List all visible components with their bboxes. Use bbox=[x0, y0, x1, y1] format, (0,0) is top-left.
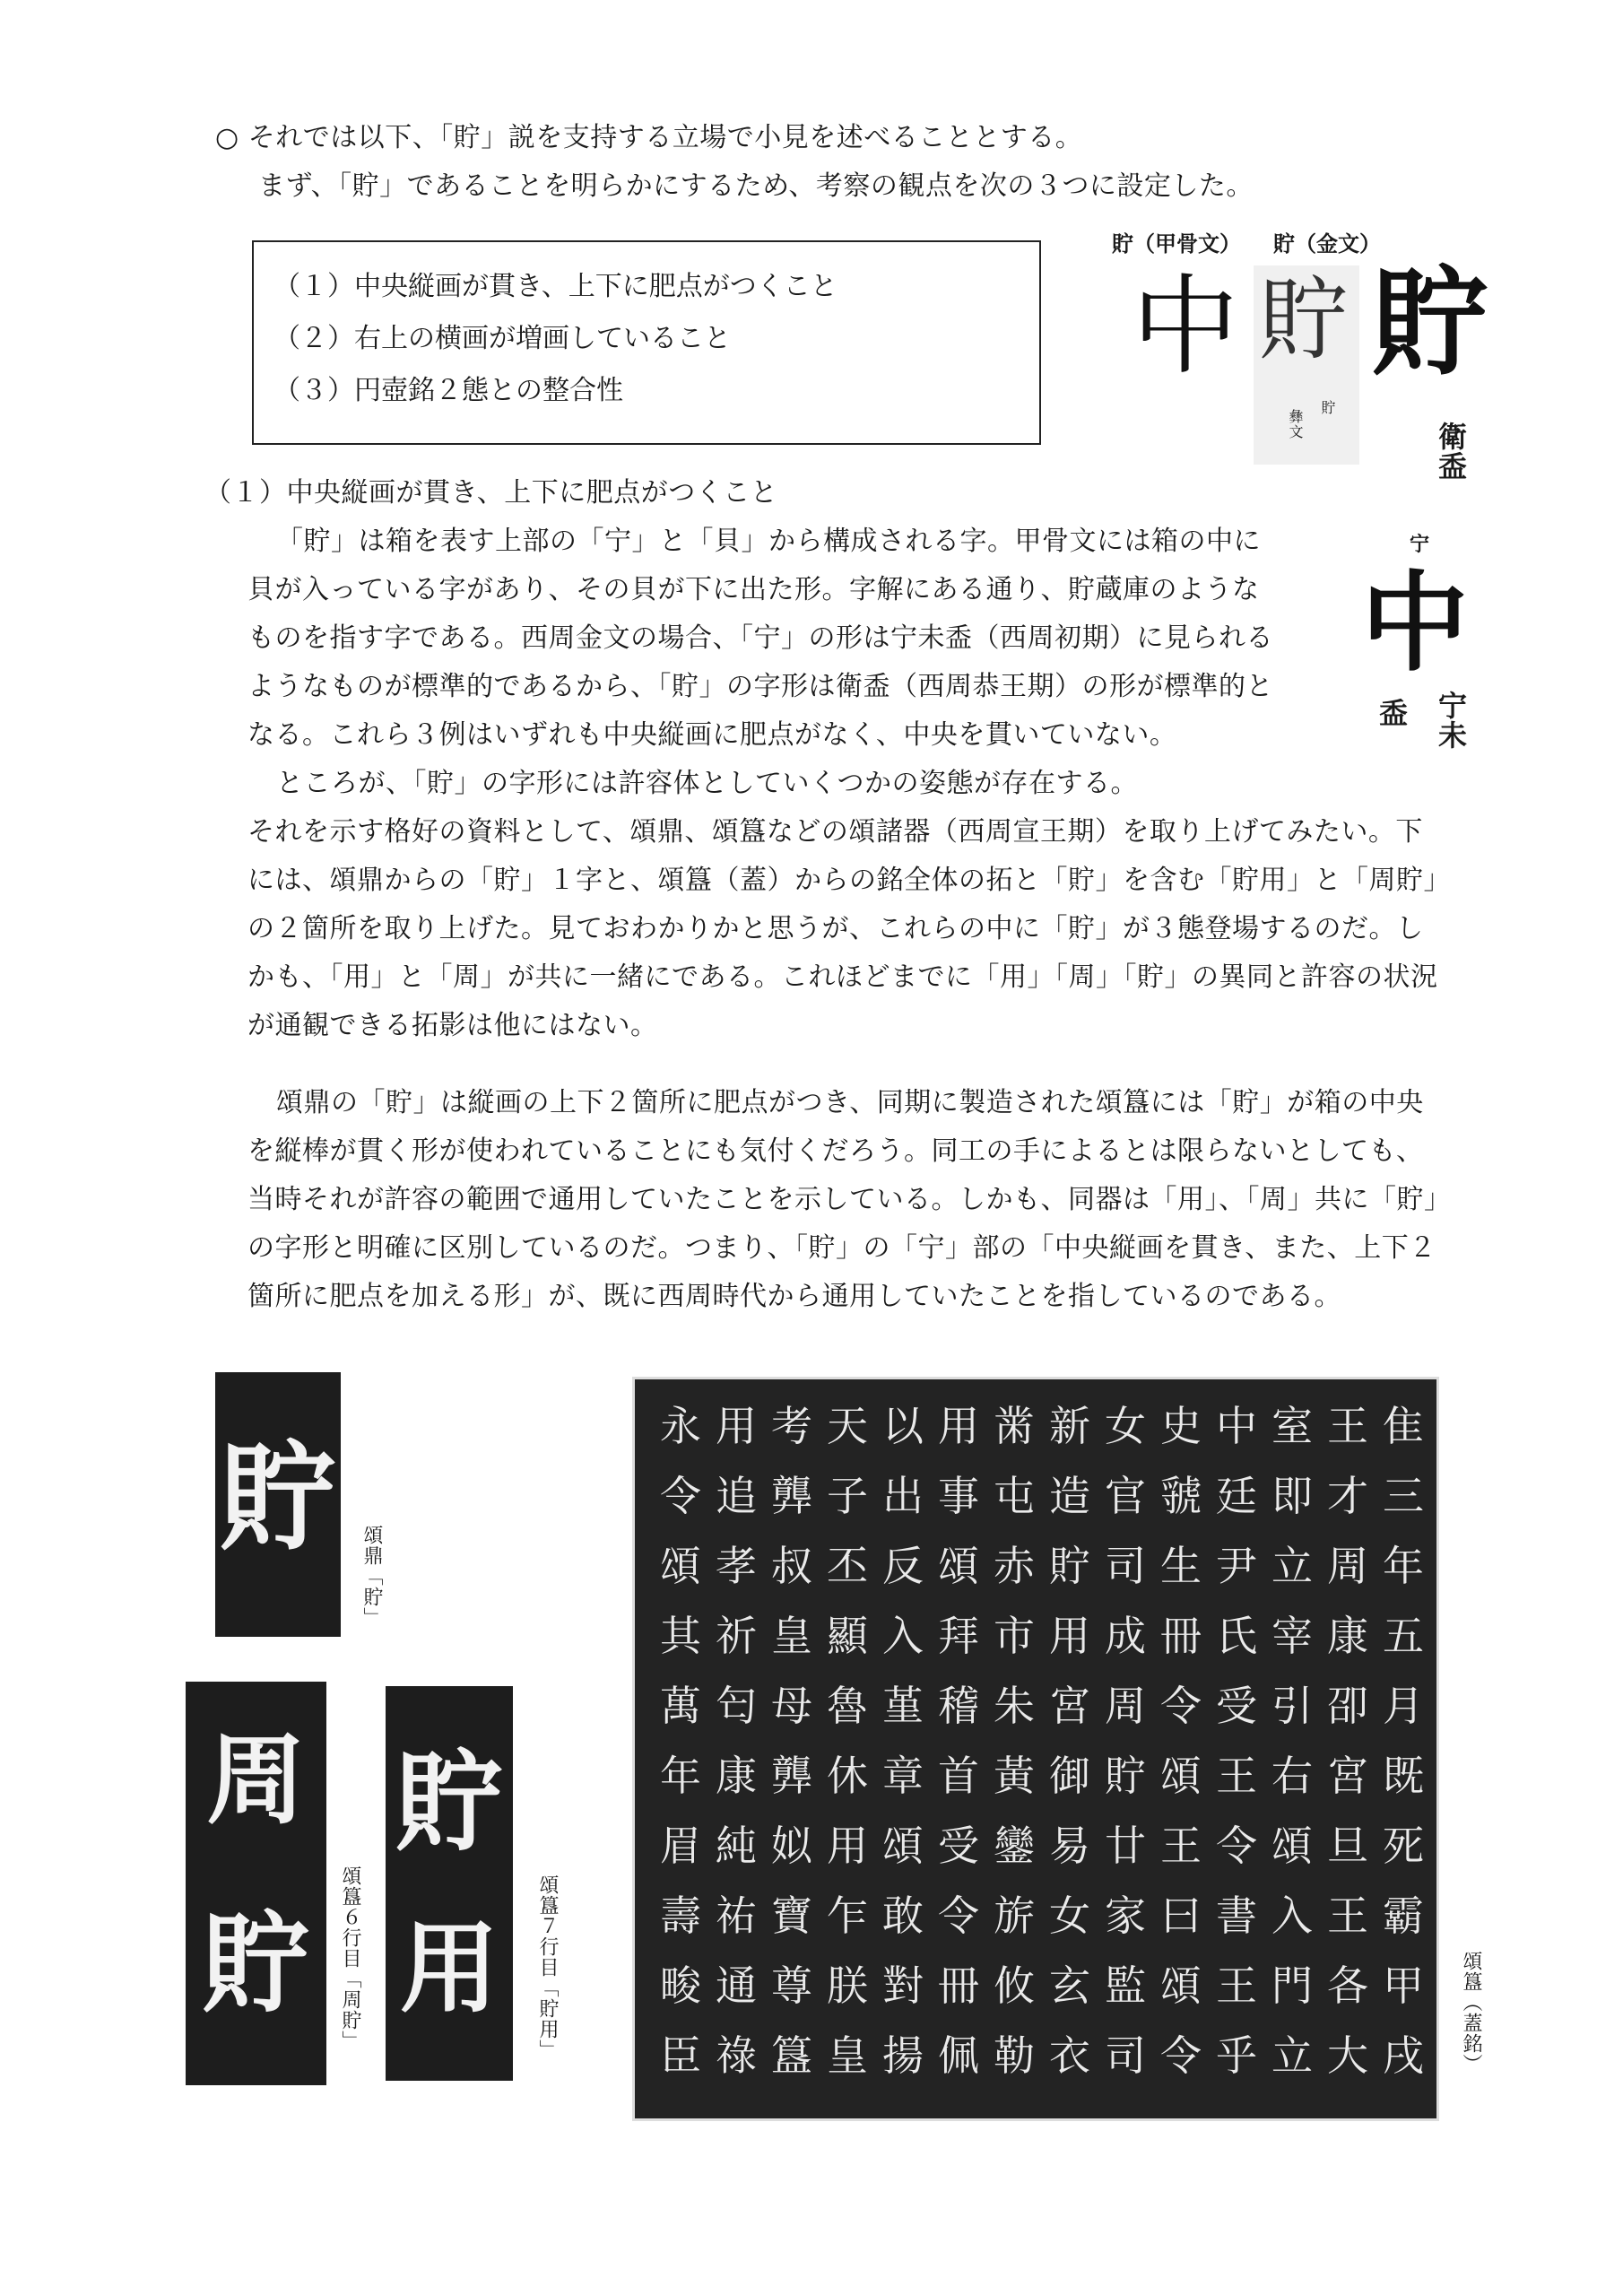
rubbing-char: 尹 bbox=[1216, 1542, 1257, 1590]
rubbing-char: 臣 bbox=[660, 2031, 701, 2080]
rubbing-char: 畯 bbox=[660, 1961, 701, 2010]
rubbing-char: 五 bbox=[1383, 1612, 1424, 1660]
rubbing-char: 祐 bbox=[716, 1892, 757, 1940]
caption-rubbing: 頌簋（蓋銘） bbox=[1460, 1951, 1482, 2074]
rubbing-char: 三 bbox=[1383, 1472, 1424, 1520]
rubbing-char: 黃 bbox=[994, 1752, 1035, 1800]
songgui7-rubbing bbox=[386, 1686, 513, 2081]
rubbing-char: 休 bbox=[827, 1752, 868, 1800]
rubbing-char: 令 bbox=[1160, 2031, 1202, 2080]
rubbing-char: 康 bbox=[716, 1752, 757, 1800]
bronze-glyph-b: 貯 bbox=[1372, 254, 1489, 391]
rubbing-char: 天 bbox=[827, 1402, 868, 1450]
rubbing-char: 對 bbox=[882, 1961, 924, 2010]
rubbing-char: 王 bbox=[1160, 1822, 1202, 1870]
rubbing-char: 中 bbox=[1216, 1402, 1257, 1450]
rubbing-char: 司 bbox=[1105, 2031, 1146, 2080]
rubbing-char: 市 bbox=[994, 1612, 1035, 1660]
rubbing-char: 事 bbox=[938, 1472, 979, 1520]
oracle-bone-glyph: 中 bbox=[1132, 265, 1239, 389]
rubbing-char: 用 bbox=[938, 1402, 979, 1450]
body-line: には、頌鼎からの「貯」１字と、頌簋（蓋）からの銘全体の拓と「貯」を含む「貯用」と「周貯」 bbox=[247, 865, 1451, 896]
rubbing-char: 子 bbox=[827, 1472, 868, 1520]
rubbing-char: 宮 bbox=[1049, 1682, 1090, 1730]
rubbing-char: 龏 bbox=[771, 1752, 812, 1800]
rubbing-char: 皇 bbox=[771, 1612, 812, 1660]
rubbing-char: 死 bbox=[1383, 1822, 1424, 1870]
songgui6-rubbing bbox=[186, 1682, 326, 2085]
rubbing-char: 廷 bbox=[1216, 1472, 1257, 1520]
rubbing-char: 御 bbox=[1049, 1752, 1090, 1800]
rubbing-char: 貯 bbox=[1049, 1542, 1090, 1590]
rubbing-char: 隹 bbox=[1383, 1402, 1424, 1450]
label-ning-wei-he-b: 宁未 bbox=[1434, 691, 1468, 750]
rubbing-char: 月 bbox=[1383, 1682, 1424, 1730]
rubbing-char: 龏 bbox=[771, 1472, 812, 1520]
rubbing-char: 眉 bbox=[660, 1822, 701, 1870]
criterion-3: （３）円壺銘２態との整合性 bbox=[273, 375, 623, 406]
rubbing-char: 頌 bbox=[882, 1822, 924, 1870]
rubbing-char: 純 bbox=[716, 1822, 757, 1870]
section-1-heading: （１）中央縦画が貫き、上下に肥点がつくこと bbox=[204, 477, 778, 509]
rubbing-char: 旦 bbox=[1327, 1822, 1368, 1870]
yong-glyph: 用 bbox=[400, 1910, 499, 2026]
rubbing-char: 冊 bbox=[1160, 1612, 1202, 1660]
body-line: を縦棒が貫く形が使われていることにも気付くだろう。同工の手によるとは限らないとしても、 bbox=[247, 1135, 1424, 1167]
rubbing-char: 丕 bbox=[827, 1542, 868, 1590]
rubbing-char: 才 bbox=[1327, 1472, 1368, 1520]
rubbing-char: 叔 bbox=[771, 1542, 812, 1590]
rubbing-char: 永 bbox=[660, 1402, 701, 1450]
rubbing-char: 王 bbox=[1216, 1752, 1257, 1800]
rubbing-char: 年 bbox=[1383, 1542, 1424, 1590]
rubbing-char: 王 bbox=[1327, 1402, 1368, 1450]
body-line: ようなものが標準的であるから、「貯」の字形は衛盉（西周恭王期）の形が標準的と bbox=[247, 671, 1273, 702]
rubbing-char: 易 bbox=[1049, 1822, 1090, 1870]
body-line: かも、「用」と「周」が共に一緒にである。これほどまでに「用」「周」「貯」の異同と許容の状況 bbox=[247, 961, 1438, 993]
rubbing-char: 黹 bbox=[994, 1402, 1035, 1450]
rubbing-char: 新 bbox=[1049, 1402, 1090, 1450]
rubbing-char: 氏 bbox=[1216, 1612, 1257, 1660]
rubbing-char: 首 bbox=[938, 1752, 979, 1800]
body-line: ところが、「貯」の字形には許容体としていくつかの姿態が存在する。 bbox=[276, 768, 1138, 799]
rubbing-char: 史 bbox=[1160, 1402, 1202, 1450]
songding-glyph: 貯 bbox=[219, 1429, 336, 1566]
bronze-rubbing-panel bbox=[1254, 265, 1359, 465]
rubbing-char: 立 bbox=[1271, 2031, 1313, 2080]
rubbing-char: 令 bbox=[1160, 1682, 1202, 1730]
rubbing-char: 即 bbox=[1271, 1472, 1313, 1520]
criterion-1: （１）中央縦画が貫き、上下に肥点がつくこと bbox=[273, 271, 838, 302]
intro-line-1: ○ それでは以下、「貯」説を支持する立場で小見を述べることとする。 bbox=[215, 122, 1083, 153]
criterion-2: （２）右上の横画が増画していること bbox=[273, 323, 731, 354]
rubbing-char: 王 bbox=[1216, 1961, 1257, 2010]
rubbing-char: 冊 bbox=[938, 1961, 979, 2010]
rubbing-char: 衣 bbox=[1049, 2031, 1090, 2080]
rubbing-char: 堇 bbox=[882, 1682, 924, 1730]
rubbing-char: 周 bbox=[1105, 1682, 1146, 1730]
rubbing-char: 壽 bbox=[660, 1892, 701, 1940]
small-note-2: 彝文 bbox=[1287, 409, 1304, 439]
rubbing-char: 令 bbox=[660, 1472, 701, 1520]
rubbing-char: 揚 bbox=[882, 2031, 924, 2080]
rubbing-char: 用 bbox=[1049, 1612, 1090, 1660]
rubbing-char: 家 bbox=[1105, 1892, 1146, 1940]
rubbing-char: 魯 bbox=[827, 1682, 868, 1730]
rubbing-char: 乎 bbox=[1216, 2031, 1257, 2080]
rubbing-char: 卲 bbox=[1327, 1682, 1368, 1730]
rubbing-char: 孝 bbox=[716, 1542, 757, 1590]
rubbing-char: 監 bbox=[1105, 1961, 1146, 2010]
rubbing-char: 稽 bbox=[938, 1682, 979, 1730]
rubbing-char: 貯 bbox=[1105, 1752, 1146, 1800]
rubbing-char: 屯 bbox=[994, 1472, 1035, 1520]
rubbing-char: 出 bbox=[882, 1472, 924, 1520]
label-ning: 宁 bbox=[1410, 534, 1430, 556]
rubbing-char: 祿 bbox=[716, 2031, 757, 2080]
rubbing-char: 萬 bbox=[660, 1682, 701, 1730]
rubbing-char: 康 bbox=[1327, 1612, 1368, 1660]
caption-songgui7: 頌簋７行目「貯用」 bbox=[536, 1874, 559, 2060]
rubbing-char: 攸 bbox=[994, 1961, 1035, 2010]
rubbing-char: 年 bbox=[660, 1752, 701, 1800]
rubbing-char: 女 bbox=[1105, 1402, 1146, 1450]
rubbing-char: 敢 bbox=[882, 1892, 924, 1940]
rubbing-char: 考 bbox=[771, 1402, 812, 1450]
body-line: 貝が入っている字があり、その貝が下に出た形。字解にある通り、貯蔵庫のような bbox=[247, 574, 1260, 605]
body-line: の２箇所を取り上げた。見ておわかりかと思うが、これらの中に「貯」が３態登場するのだ。し bbox=[247, 913, 1424, 944]
rubbing-char: 宮 bbox=[1327, 1752, 1368, 1800]
rubbing-char: 造 bbox=[1049, 1472, 1090, 1520]
rubbing-char: 用 bbox=[716, 1402, 757, 1450]
songgui-lid-rubbing bbox=[632, 1377, 1439, 2121]
rubbing-char: 匄 bbox=[716, 1682, 757, 1730]
rubbing-char: 頌 bbox=[938, 1542, 979, 1590]
small-note-1: 貯 bbox=[1319, 400, 1336, 415]
caption-songding: 頌鼎「貯」 bbox=[360, 1525, 383, 1628]
rubbing-char: 曰 bbox=[1160, 1892, 1202, 1940]
label-ning-wei-he-a: 盉 bbox=[1375, 698, 1409, 727]
rubbing-char: 朱 bbox=[994, 1682, 1035, 1730]
rubbing-char: 各 bbox=[1327, 1961, 1368, 2010]
rubbing-char: 旂 bbox=[994, 1892, 1035, 1940]
body-line: 当時それが許容の範囲で通用していたことを示している。しかも、同器は「用」、「周」共に「貯」 bbox=[247, 1184, 1452, 1215]
rubbing-char: 甲 bbox=[1383, 1961, 1424, 2010]
rubbing-char: 尊 bbox=[771, 1961, 812, 2010]
rubbing-char: 簋 bbox=[771, 2031, 812, 2080]
body-line: 「貯」は箱を表す上部の「宁」と「貝」から構成される字。甲骨文には箱の中に bbox=[276, 526, 1261, 557]
rubbing-char: 顯 bbox=[827, 1612, 868, 1660]
zhou-glyph: 周 bbox=[206, 1722, 306, 1838]
rubbing-char: 頌 bbox=[1160, 1961, 1202, 2010]
rubbing-char: 祈 bbox=[716, 1612, 757, 1660]
rubbing-char: 女 bbox=[1049, 1892, 1090, 1940]
rubbing-char: 拜 bbox=[938, 1612, 979, 1660]
rubbing-char: 頌 bbox=[1160, 1752, 1202, 1800]
rubbing-char: 鑾 bbox=[994, 1822, 1035, 1870]
rubbing-char: 既 bbox=[1383, 1752, 1424, 1800]
rubbing-char: 門 bbox=[1271, 1961, 1313, 2010]
rubbing-char: 赤 bbox=[994, 1542, 1035, 1590]
rubbing-char: 反 bbox=[882, 1542, 924, 1590]
ning-glyph: 中 bbox=[1361, 560, 1469, 686]
rubbing-char: 勒 bbox=[994, 2031, 1035, 2080]
rubbing-char: 皇 bbox=[827, 2031, 868, 2080]
rubbing-char: 受 bbox=[1216, 1682, 1257, 1730]
label-oracle-bone: 貯（甲骨文） bbox=[1112, 231, 1241, 257]
bronze-glyph-a: 貯 bbox=[1259, 267, 1349, 372]
rubbing-char: 入 bbox=[882, 1612, 924, 1660]
rubbing-char: 引 bbox=[1271, 1682, 1313, 1730]
rubbing-char: 寶 bbox=[771, 1892, 812, 1940]
rubbing-char: 大 bbox=[1327, 2031, 1368, 2080]
rubbing-char: 官 bbox=[1105, 1472, 1146, 1520]
rubbing-char: 入 bbox=[1271, 1892, 1313, 1940]
rubbing-char: 書 bbox=[1216, 1892, 1257, 1940]
label-wei-he: 衛盉 bbox=[1434, 422, 1468, 481]
rubbing-char: 通 bbox=[716, 1961, 757, 2010]
rubbing-char: 霸 bbox=[1383, 1892, 1424, 1940]
rubbing-char: 戌 bbox=[1383, 2031, 1424, 2080]
rubbing-char: 其 bbox=[660, 1612, 701, 1660]
rubbing-char: 頌 bbox=[1271, 1822, 1313, 1870]
rubbing-char: 以 bbox=[882, 1402, 924, 1450]
songding-rubbing bbox=[215, 1372, 341, 1637]
rubbing-char: 用 bbox=[827, 1822, 868, 1870]
body-line: 頌鼎の「貯」は縦画の上下２箇所に肥点がつき、同期に製造された頌簋には「貯」が箱の中央 bbox=[276, 1087, 1424, 1118]
rubbing-char: 乍 bbox=[827, 1892, 868, 1940]
intro-line-2: まず、「貯」であることを明らかにするため、考察の観点を次の３つに設定した。 bbox=[258, 170, 1254, 202]
criteria-box bbox=[252, 240, 1041, 445]
rubbing-char: 追 bbox=[716, 1472, 757, 1520]
body-line: の字形と明確に区別しているのだ。つまり、「貯」の「宁」部の「中央縦画を貫き、また、上下２ bbox=[247, 1232, 1436, 1264]
rubbing-char: 王 bbox=[1327, 1892, 1368, 1940]
rubbing-char: 姒 bbox=[771, 1822, 812, 1870]
body-line: なる。これら３例はいずれも中央縦画に肥点がなく、中央を貫いていない。 bbox=[247, 719, 1177, 751]
body-line: が通観できる拓影は他にはない。 bbox=[247, 1010, 658, 1041]
rubbing-char: 室 bbox=[1271, 1402, 1313, 1450]
rubbing-char: 成 bbox=[1105, 1612, 1146, 1660]
label-bronze: 貯（金文） bbox=[1273, 231, 1381, 257]
rubbing-char: 周 bbox=[1327, 1542, 1368, 1590]
rubbing-char: 司 bbox=[1105, 1542, 1146, 1590]
rubbing-char: 令 bbox=[1216, 1822, 1257, 1870]
rubbing-char: 受 bbox=[938, 1822, 979, 1870]
rubbing-char: 廿 bbox=[1105, 1822, 1146, 1870]
rubbing-char: 朕 bbox=[827, 1961, 868, 2010]
body-line: それを示す格好の資料として、頌鼎、頌簋などの頌諸器（西周宣王期）を取り上げてみたい。下 bbox=[247, 816, 1423, 848]
zhou-zhu-glyph: 貯 bbox=[202, 1900, 310, 2027]
rubbing-char: 佩 bbox=[938, 2031, 979, 2080]
rubbing-char: 虢 bbox=[1160, 1472, 1202, 1520]
rubbing-char: 玄 bbox=[1049, 1961, 1090, 2010]
body-line: ものを指す字である。西周金文の場合、「宁」の形は宁未盉（西周初期）に見られる bbox=[247, 622, 1273, 654]
rubbing-char: 生 bbox=[1160, 1542, 1202, 1590]
caption-songgui6: 頌簋６行目「周貯」 bbox=[339, 1866, 361, 2051]
rubbing-char: 令 bbox=[938, 1892, 979, 1940]
rubbing-char: 母 bbox=[771, 1682, 812, 1730]
rubbing-char: 立 bbox=[1271, 1542, 1313, 1590]
rubbing-char: 右 bbox=[1271, 1752, 1313, 1800]
zhu-glyph: 貯 bbox=[395, 1739, 503, 1866]
rubbing-char: 頌 bbox=[660, 1542, 701, 1590]
rubbing-char: 宰 bbox=[1271, 1612, 1313, 1660]
body-line: 箇所に肥点を加える形」が、既に西周時代から通用していたことを指しているのである。 bbox=[247, 1281, 1341, 1312]
rubbing-char: 章 bbox=[882, 1752, 924, 1800]
